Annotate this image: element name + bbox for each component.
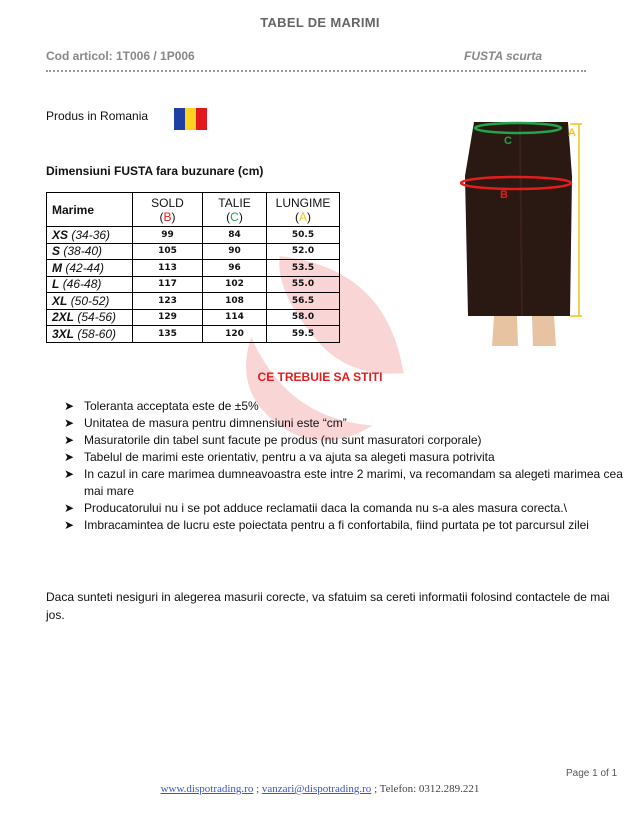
size-range: (54-56) <box>77 310 117 325</box>
col-label: SOLD <box>151 195 184 210</box>
col-code: A <box>298 209 307 224</box>
col-label: TALIE <box>218 195 251 210</box>
size-code: 2XL <box>52 310 75 325</box>
notice-list <box>64 398 634 534</box>
sold-cell: 117 <box>133 276 203 293</box>
header-divider <box>46 70 586 72</box>
notice-item <box>64 466 634 500</box>
page-number: Page 1 of 1 <box>566 768 618 779</box>
notice-title: CE TREBUIE SA STITI <box>257 370 383 384</box>
notice-item <box>64 415 634 432</box>
flag-stripe-yellow <box>185 108 196 130</box>
size-table <box>46 192 340 343</box>
col-header-marime <box>47 193 133 227</box>
email-link[interactable]: vanzari@dispotrading.ro <box>261 783 372 795</box>
sold-cell: 99 <box>133 227 203 244</box>
size-range: (34-36) <box>71 227 111 242</box>
notice-item <box>64 517 634 534</box>
talie-cell: 102 <box>203 276 267 293</box>
col-label: LUNGIME <box>275 195 331 210</box>
size-code: 3XL <box>52 326 75 341</box>
sold-cell: 123 <box>133 293 203 310</box>
skirt-shape <box>465 122 572 316</box>
size-cell <box>47 227 133 244</box>
arrow-bullet-icon: ➤ <box>64 433 75 447</box>
footer-contacts <box>0 783 640 795</box>
talie-cell: 108 <box>203 293 267 310</box>
size-cell <box>47 309 133 326</box>
skirt-image <box>460 116 590 348</box>
romania-flag-icon <box>174 108 207 130</box>
notice-item <box>64 500 634 517</box>
size-cell <box>47 293 133 310</box>
article-code: Cod articol: 1T006 / 1P006 <box>46 49 195 63</box>
table-row <box>47 293 340 310</box>
notice-item-text: Masuratorile din tabel sunt facute pe produs (nu sunt masuratori corporale) <box>84 433 482 447</box>
leg-right <box>532 316 556 346</box>
talie-cell: 84 <box>203 227 267 244</box>
arrow-bullet-icon: ➤ <box>64 416 75 430</box>
arrow-bullet-icon: ➤ <box>64 399 75 413</box>
size-range: (50-52) <box>70 293 110 308</box>
notice-item-text: Producatorului nu i se pot adduce reclamatii daca la comanda nu s-a ales masura corecta.\ <box>84 501 567 515</box>
flag-stripe-red <box>196 108 207 130</box>
lungime-cell: 53.5 <box>267 260 340 277</box>
talie-cell: 114 <box>203 309 267 326</box>
flag-stripe-blue <box>174 108 185 130</box>
table-row <box>47 276 340 293</box>
notice-item-text: Toleranta acceptata este de ±5% <box>84 399 259 413</box>
lungime-cell: 56.5 <box>267 293 340 310</box>
lungime-cell: 50.5 <box>267 227 340 244</box>
sold-cell: 129 <box>133 309 203 326</box>
size-cell <box>47 260 133 277</box>
col-label: Marime <box>52 202 95 217</box>
arrow-bullet-icon: ➤ <box>64 501 75 515</box>
notice-item-text: Tabelul de marimi este orientativ, pentru a va ajuta sa alegeti masura potrivita <box>84 450 495 464</box>
sold-cell: 113 <box>133 260 203 277</box>
col-code: B <box>163 209 172 224</box>
size-cell <box>47 326 133 343</box>
table-heading: Dimensiuni FUSTA fara buzunare (cm) <box>46 164 264 178</box>
table-row <box>47 260 340 277</box>
document-title: TABEL DE MARIMI <box>260 15 380 30</box>
hip-label: B <box>500 189 508 201</box>
size-range: (58-60) <box>77 326 117 341</box>
lungime-cell: 55.0 <box>267 276 340 293</box>
notice-item-text: Unitatea de masura pentru dimnensiuni este “cm” <box>84 416 347 430</box>
notice-item <box>64 449 634 466</box>
sold-cell: 135 <box>133 326 203 343</box>
size-code: M <box>52 260 62 275</box>
col-header-sold: SOLD (B) <box>133 193 203 227</box>
col-header-talie: TALIE (C) <box>203 193 267 227</box>
lungime-cell: 52.0 <box>267 243 340 260</box>
arrow-bullet-icon: ➤ <box>64 518 75 532</box>
advice-text: Daca sunteti nesiguri in alegerea masurii corecte, va sfatuim sa cereti informatii folosind contactele de mai jos. <box>46 590 610 622</box>
size-range: (42-44) <box>65 260 105 275</box>
table-row <box>47 326 340 343</box>
table-row <box>47 227 340 244</box>
origin-label: Produs in Romania <box>46 109 149 123</box>
notice-item-text: Imbracamintea de lucru este poiectata pentru a fi confortabila, fiind purtata pe tot parcursul zilei <box>84 518 589 532</box>
lungime-cell: 58.0 <box>267 309 340 326</box>
size-code: L <box>52 277 60 292</box>
size-cell <box>47 276 133 293</box>
notice-item <box>64 398 634 415</box>
notice-item-text: In cazul in care marimea dumneavoastra este intre 2 marimi, va recomandam sa alegeti marimea cea mai mare <box>84 467 623 498</box>
size-code: XS <box>52 227 69 242</box>
talie-cell: 120 <box>203 326 267 343</box>
arrow-bullet-icon: ➤ <box>64 450 75 464</box>
size-cell <box>47 243 133 260</box>
phone-text: ; Telefon: 0312.289.221 <box>371 783 480 795</box>
table-header-row <box>47 193 340 227</box>
talie-cell: 96 <box>203 260 267 277</box>
size-range: (46-48) <box>62 277 102 292</box>
arrow-bullet-icon: ➤ <box>64 467 75 481</box>
leg-left <box>492 316 518 346</box>
product-type: FUSTA scurta <box>464 49 543 63</box>
footer-separator: ; <box>253 783 262 795</box>
size-code: XL <box>52 293 68 308</box>
table-row <box>47 243 340 260</box>
col-code: C <box>230 209 239 224</box>
length-label: A <box>568 127 576 139</box>
size-code: S <box>52 244 61 259</box>
table-row <box>47 309 340 326</box>
lungime-cell: 59.5 <box>267 326 340 343</box>
waist-label: C <box>504 135 512 147</box>
size-range: (38-40) <box>63 244 103 259</box>
sold-cell: 105 <box>133 243 203 260</box>
notice-item <box>64 432 634 449</box>
col-header-lungime: LUNGIME (A) <box>267 193 340 227</box>
website-link[interactable]: www.dispotrading.ro <box>160 783 254 795</box>
talie-cell: 90 <box>203 243 267 260</box>
